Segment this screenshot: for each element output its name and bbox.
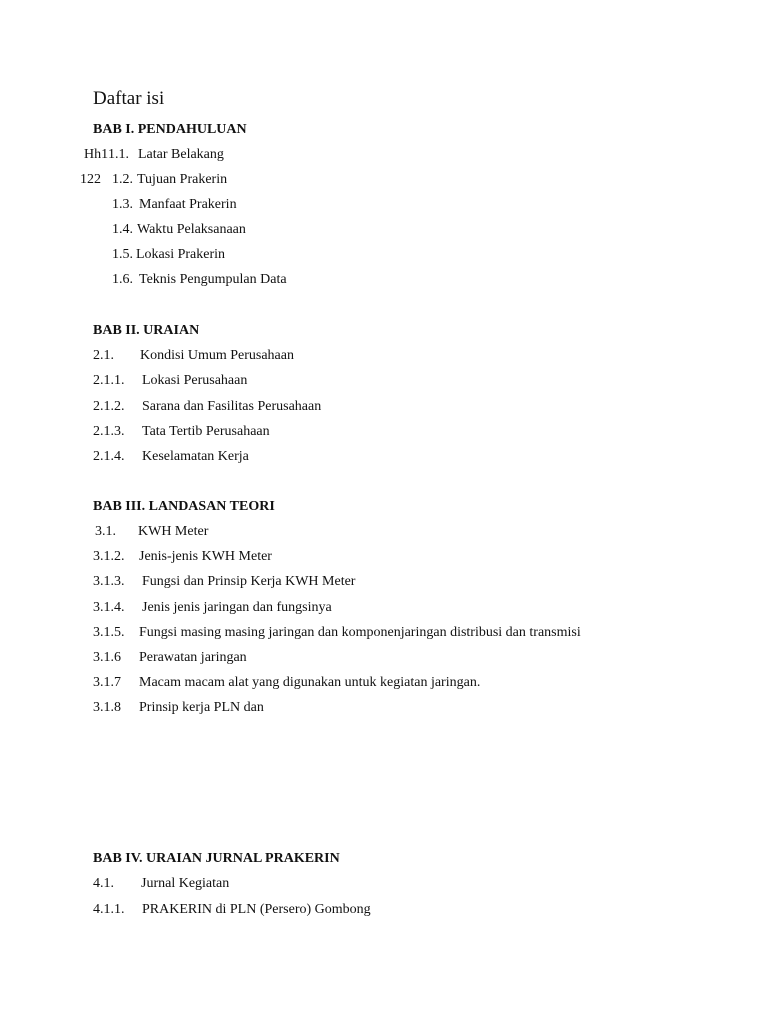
toc-number: 4.1.1. [93,902,125,917]
toc-entry: Kondisi Umum Perusahaan [140,348,294,363]
toc-number: 3.1.5. [93,625,125,640]
bab1-heading: BAB I. PENDAHULUAN [93,122,247,137]
toc-entry: Teknis Pengumpulan Data [139,272,287,287]
toc-entry: Fungsi masing masing jaringan dan komponenjaringan distribusi dan transmisi [139,625,581,640]
toc-number: 3.1.3. [93,574,125,589]
toc-number: 4.1. [93,876,114,891]
toc-number: 2.1.3. [93,424,125,439]
toc-entry: Jenis-jenis KWH Meter [139,549,272,564]
toc-entry: Jurnal Kegiatan [141,876,230,891]
toc-number: 2.1.1. [93,373,125,388]
toc-entry: Manfaat Prakerin [139,197,237,212]
toc-entry: Tata Tertib Perusahaan [142,424,270,439]
toc-number: 1.2. [112,172,133,187]
toc-number: 1.3. [112,197,133,212]
toc-entry: PRAKERIN di PLN (Persero) Gombong [142,902,371,917]
toc-entry: Keselamatan Kerja [142,449,249,464]
toc-entry: Jenis jenis jaringan dan fungsinya [142,600,332,615]
toc-number: 1.5. [112,247,133,262]
toc-prefix: Hh1 [84,147,109,162]
toc-entry: Latar Belakang [138,147,224,162]
toc-number: 3.1.6 [93,650,121,665]
page-title: Daftar isi [93,88,165,109]
toc-number: 3.1.7 [93,675,121,690]
toc-number: 2.1.2. [93,399,125,414]
toc-entry: KWH Meter [138,524,209,539]
toc-number: 1.6. [112,272,133,287]
toc-entry: Perawatan jaringan [139,650,247,665]
toc-entry: Fungsi dan Prinsip Kerja KWH Meter [142,574,356,589]
toc-number: 1.1. [108,147,129,162]
toc-entry: Sarana dan Fasilitas Perusahaan [142,399,322,414]
toc-number: 3.1.8 [93,700,121,715]
bab3-heading: BAB III. LANDASAN TEORI [93,499,275,514]
toc-number: 3.1.2. [93,549,125,564]
toc-number: 3.1.4. [93,600,125,615]
toc-number: 3.1. [95,524,116,539]
toc-entry: Lokasi Perusahaan [142,373,248,388]
toc-number: 1.4. [112,222,133,237]
bab2-heading: BAB II. URAIAN [93,323,200,338]
toc-number: 2.1.4. [93,449,125,464]
toc-entry: Macam macam alat yang digunakan untuk kegiatan jaringan. [139,675,481,690]
toc-prefix: 122 [80,172,101,187]
toc-number: 2.1. [93,348,114,363]
toc-entry: Tujuan Prakerin [137,172,228,187]
toc-entry: Lokasi Prakerin [136,247,226,262]
toc-entry: Waktu Pelaksanaan [137,222,246,237]
toc-entry: Prinsip kerja PLN dan [139,700,264,715]
bab4-heading: BAB IV. URAIAN JURNAL PRAKERIN [93,851,340,866]
